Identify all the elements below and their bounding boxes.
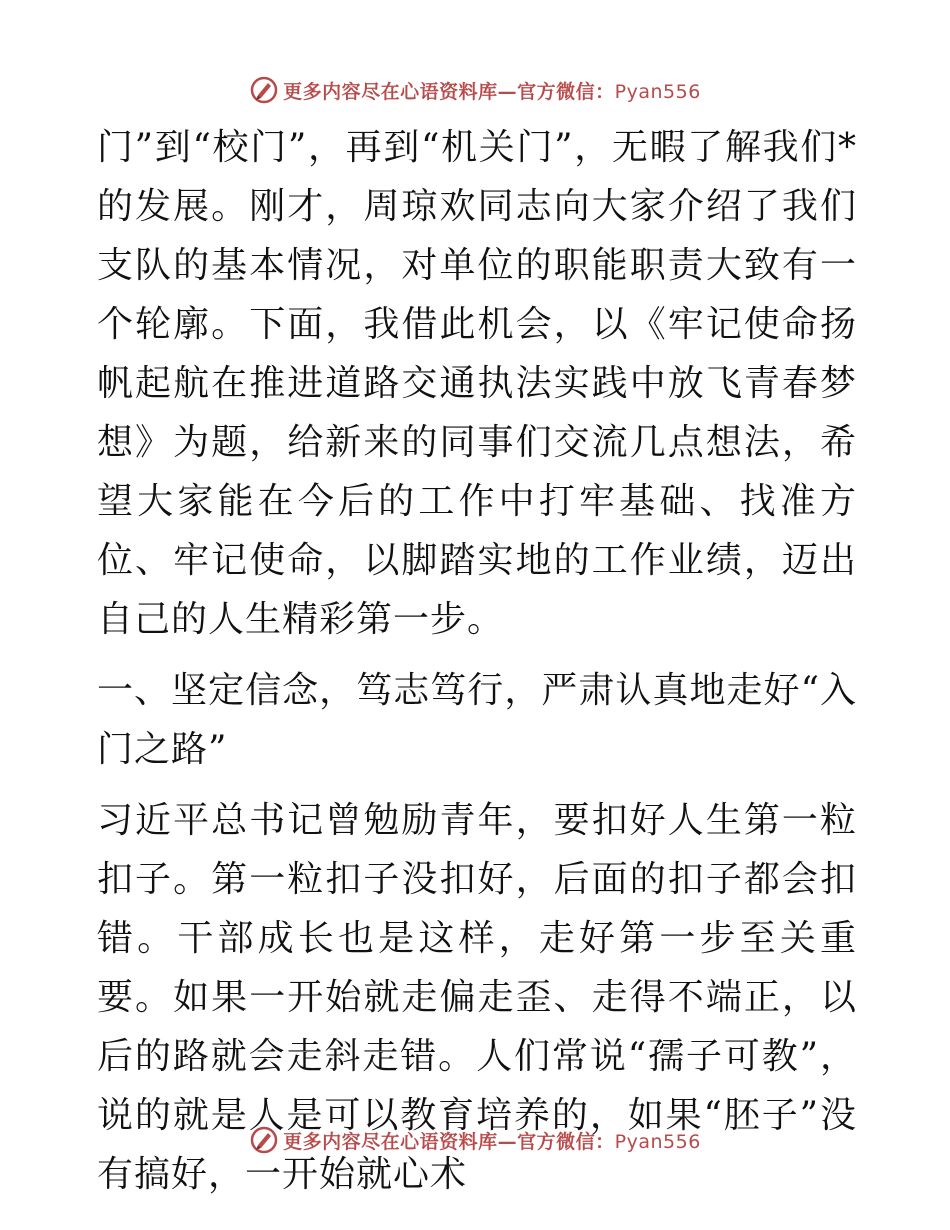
footer-banner xyxy=(0,1120,950,1160)
pen-logo-icon xyxy=(249,75,279,105)
footer-wechat-id: Pyan556 xyxy=(614,1130,701,1153)
footer-banner-label: 更多内容尽在心语资料库—官方微信： xyxy=(283,1130,615,1153)
header-wechat-id: Pyan556 xyxy=(614,80,701,103)
pen-logo-icon xyxy=(249,1125,279,1155)
header-banner xyxy=(0,70,950,110)
footer-banner-text xyxy=(283,1127,701,1154)
body-paragraph-2: 习近平总书记曾勉励青年，要扣好人生第一粒扣子。第一粒扣子没扣好，后面的扣子都会扣错。干部成长也是这样，走好第一步至关重要。如果一开始就走偏走歪、走得不端正，以后的路就会走斜走错。人们常说“孺子可教”，说的就是人是可以教育培养的，如果“胚子”没有搞好，一开始就心术 xyxy=(97,800,857,1195)
header-banner-text xyxy=(283,77,701,104)
document-body xyxy=(97,118,857,1204)
section-heading-1: 一、坚定信念，笃志笃行，严肃认真地走好“入门之路” xyxy=(97,670,857,770)
body-paragraph-1: 门”到“校门”，再到“机关门”，无暇了解我们*的发展。刚才，周琼欢同志向大家介绍了我们支队的基本情况，对单位的职能职责大致有一个轮廓。下面，我借此机会，以《牢记使命扬帆起航在推进道路交通执法实践中放飞青春梦想》为题，给新来的同事们交流几点想法，希望大家能在今后的工作中打牢基础、找准方位、牢记使命，以脚踏实地的工作业绩，迈出自己的人生精彩第一步。 xyxy=(97,127,857,640)
header-banner-label: 更多内容尽在心语资料库—官方微信： xyxy=(283,80,615,103)
